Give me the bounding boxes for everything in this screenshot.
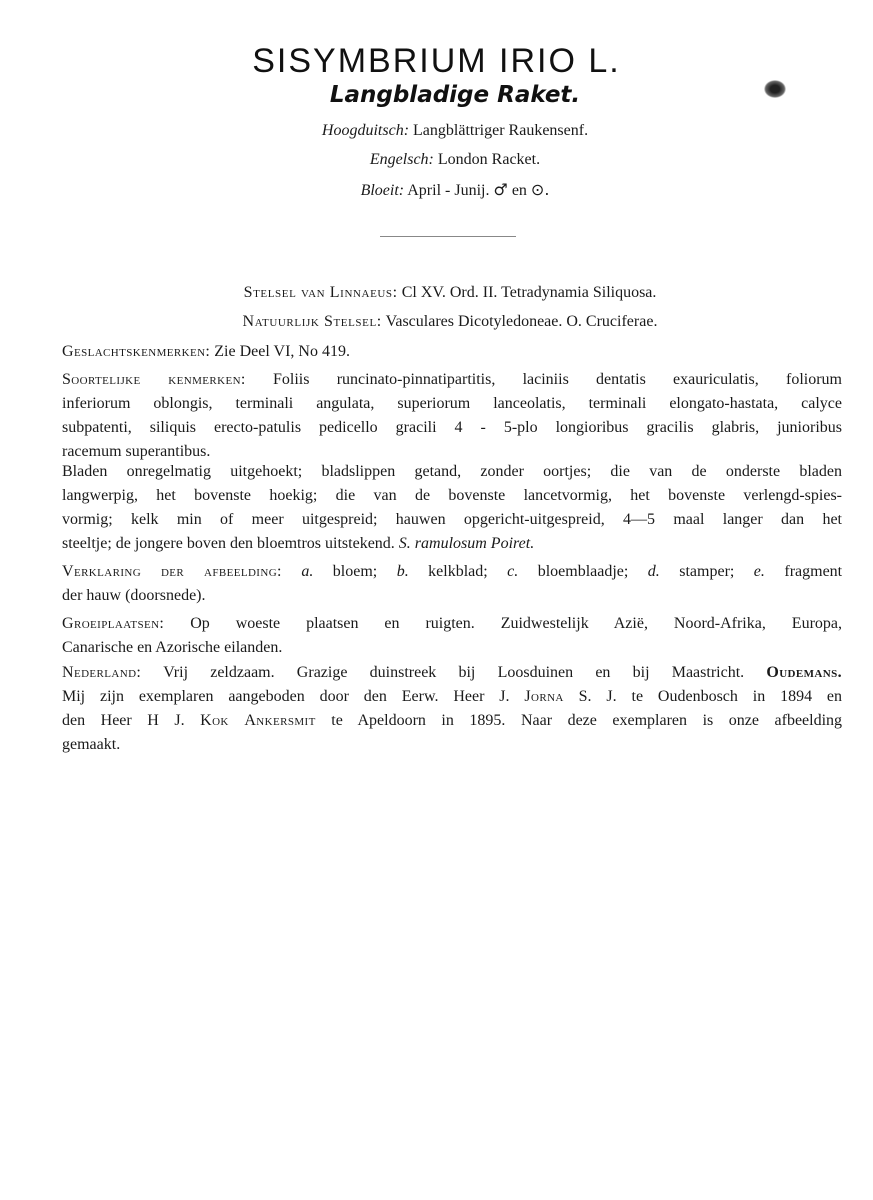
collector-name: Ankersmit <box>244 712 316 729</box>
description-line: langwerpig, het bovenste hoekig; die van de bovenste lancetvormig, het bovenste verlengd-spies- <box>62 487 842 504</box>
natural-system-value: Vasculares Dicotyledoneae. O. Cruciferae. <box>385 313 658 330</box>
netherlands-label: Nederland: <box>62 664 142 681</box>
genus-label: Geslachtskenmerken: <box>62 343 211 360</box>
figure-explanation <box>62 560 842 608</box>
habitat-label: Groeiplaatsen: <box>62 615 165 632</box>
species-title: SISYMBRIUM IRIO L. <box>252 42 621 80</box>
english-name: London Racket. <box>437 151 541 168</box>
linnaeus-label: Stelsel van Linnaeus: <box>243 284 398 301</box>
linnaeus-value: Cl XV. Ord. II. Tetradynamia Siliquosa. <box>401 284 657 301</box>
figure-text-c: bloemblaadje; <box>537 563 629 580</box>
figure-text-b: kelkblad; <box>428 563 488 580</box>
collector-name: Jorna <box>524 688 564 705</box>
species-characters <box>62 368 842 464</box>
habitat-line1: Op woeste plaatsen en ruigten. Zuidwestelijk Azië, Noord-Afrika, Europa, <box>190 615 842 632</box>
figure-explanation-line2: der hauw (doorsnede). <box>62 587 206 604</box>
species-line: subpatenti, siliquis erecto-patulis pedicello gracili 4 - 5-plo longioribus gracilis glabris, junioribus <box>62 419 842 436</box>
species-line: racemum superantibus. <box>62 443 211 460</box>
habitat <box>62 612 842 660</box>
figure-key-a: a. <box>301 563 314 580</box>
dutch-description <box>62 460 842 556</box>
species-line: inferiorum oblongis, terminali angulata, superiorum lanceolatis, terminali elongato-hastata, calyce <box>62 395 842 412</box>
collector-name: Oudemans. <box>766 664 843 681</box>
synonym: S. ramulosum Poiret. <box>398 535 535 552</box>
bloom-label: Bloeit: <box>360 182 405 199</box>
netherlands-distribution <box>62 661 842 757</box>
description-line: steeltje; de jongere boven den bloemtros uitstekend. <box>62 535 395 552</box>
figure-text-e: fragment <box>784 563 843 580</box>
figure-label: Verklaring der afbeelding: <box>62 563 282 580</box>
natural-system-line <box>0 313 873 331</box>
netherlands-line3-b: te Apeldoorn in 1895. Naar deze exemplaren is onze afbeelding <box>331 712 843 729</box>
netherlands-line1: Vrij zeldzaam. Grazige duinstreek bij Loosduinen en bij Maastricht. <box>163 664 745 681</box>
bloom-and: en <box>511 182 527 199</box>
figure-text-a: bloem; <box>332 563 378 580</box>
german-name-line <box>0 122 873 140</box>
genus-value: Zie Deel VI, No 419. <box>214 343 350 360</box>
figure-key-c: c. <box>507 563 519 580</box>
figure-key-b: b. <box>396 563 409 580</box>
species-label: Soortelijke kenmerken: <box>62 371 246 388</box>
description-line: vormig; kelk min of meer uitgespreid; hauwen opgericht-uitgespreid, 4—5 maal langer dan het <box>62 511 842 528</box>
habitat-line2: Canarische en Azorische eilanden. <box>62 639 283 656</box>
annual-symbol: ⊙. <box>530 180 550 199</box>
german-label: Hoogduitsch: <box>321 122 410 139</box>
figure-key-d: d. <box>647 563 660 580</box>
netherlands-line3-a: den Heer H J. <box>62 712 185 729</box>
english-name-line <box>0 151 873 169</box>
biennial-symbol: ♂ <box>493 180 508 199</box>
linnaeus-line <box>0 284 873 302</box>
divider-rule <box>380 236 516 237</box>
figure-text-d: stamper; <box>679 563 735 580</box>
netherlands-line2-a: Mij zijn exemplaren aangeboden door den Eerw. Heer J. <box>62 688 510 705</box>
english-label: Engelsch: <box>369 151 434 168</box>
dutch-name: Langbladige Raket. <box>329 82 581 108</box>
bloom-line <box>0 180 873 200</box>
genus-characters <box>62 340 842 364</box>
netherlands-line4: gemaakt. <box>62 736 121 753</box>
figure-key-e: e. <box>753 563 765 580</box>
natural-system-label: Natuurlijk Stelsel: <box>242 313 382 330</box>
german-name: Langblättriger Raukensenf. <box>413 122 589 139</box>
bloom-period: April - Junij. <box>407 182 490 199</box>
netherlands-line2-b: S. J. te Oudenbosch in 1894 en <box>578 688 843 705</box>
collector-name: Kok <box>200 712 229 729</box>
description-line: Bladen onregelmatig uitgehoekt; bladslippen getand, zonder oortjes; die van de onderste bladen <box>62 463 842 480</box>
species-line: Foliis runcinato-pinnatipartitis, laciniis dentatis exauriculatis, foliorum <box>273 371 843 388</box>
ink-spot <box>764 80 786 98</box>
